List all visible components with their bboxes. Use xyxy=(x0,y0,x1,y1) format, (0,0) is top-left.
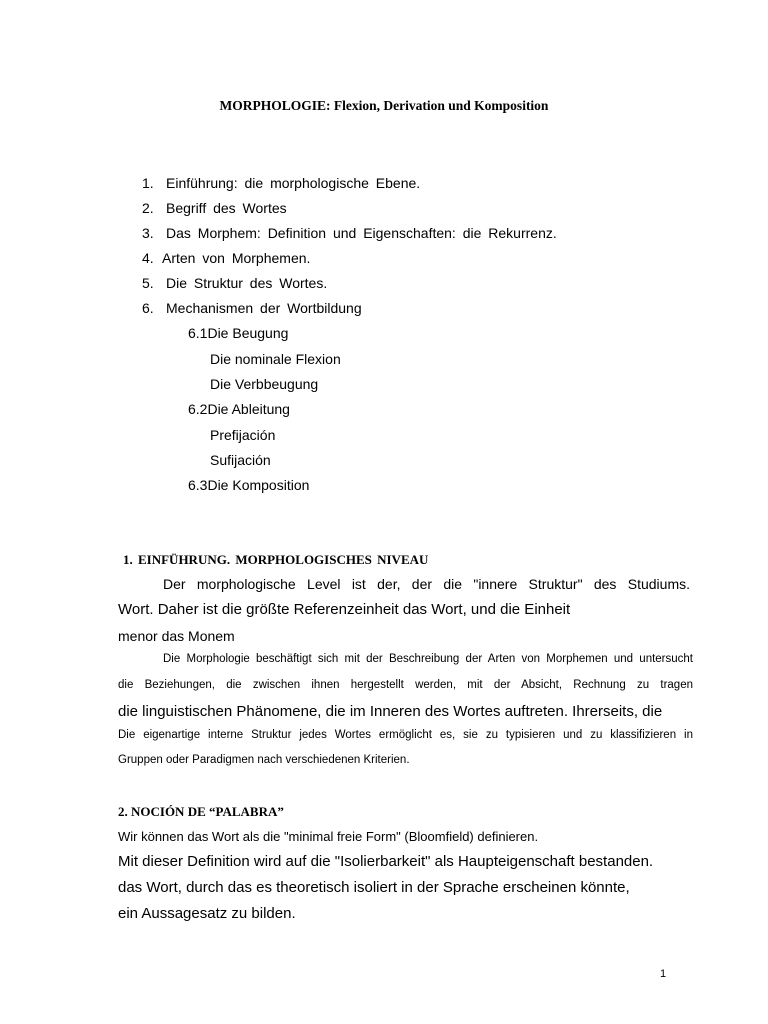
toc-sub-6-3: 6.3Die Komposition xyxy=(188,477,310,493)
toc-label: Das Morphem: Definition und Eigenschaften: die Rekurrenz. xyxy=(166,225,557,241)
page-title: MORPHOLOGIE: Flexion, Derivation und Komposition xyxy=(219,98,549,113)
section-1-heading: 1. EINFÜHRUNG. MORPHOLOGISCHES NIVEAU xyxy=(123,552,429,567)
paragraph-line: die linguistischen Phänomene, die im Inneren des Wortes auftreten. Ihrerseits, die xyxy=(118,703,663,720)
paragraph-line: Die eigenartige interne Struktur jedes Wortes ermöglicht es, sie zu typisieren und zu klassifizieren in xyxy=(118,729,693,741)
toc-label: Die Struktur des Wortes. xyxy=(166,275,328,291)
toc-sub-6-1-b: Die Verbbeugung xyxy=(210,376,319,392)
paragraph-line: menor das Monem xyxy=(118,628,235,644)
toc-item-3 xyxy=(142,225,557,241)
paragraph-line: Gruppen oder Paradigmen nach verschiedenen Kriterien. xyxy=(118,754,410,766)
toc-sub-6-1: 6.1Die Beugung xyxy=(188,325,289,341)
toc-item-5 xyxy=(142,275,327,291)
toc-label: Einführung: die morphologische Ebene. xyxy=(166,175,421,191)
toc-number: 3. xyxy=(142,225,154,241)
toc-item-4 xyxy=(142,250,310,266)
toc-item-1 xyxy=(142,175,420,191)
toc-number: 5. xyxy=(142,275,154,291)
toc-label: Mechanismen der Wortbildung xyxy=(166,300,362,316)
paragraph-line: Die Morphologie beschäftigt sich mit der Beschreibung der Arten von Morphemen und untersucht xyxy=(163,653,693,665)
toc-number: 2. xyxy=(142,200,154,216)
toc-item-6 xyxy=(142,300,362,316)
toc-number: 4. xyxy=(142,250,154,266)
toc-sub-6-2-a: Prefijación xyxy=(210,427,276,443)
toc-label: Arten von Morphemen. xyxy=(162,250,311,266)
paragraph-line: die Beziehungen, die zwischen ihnen hergestellt werden, mit der Absicht, Rechnung zu tragen xyxy=(118,679,693,691)
paragraph-line: ein Aussagesatz zu bilden. xyxy=(118,905,296,922)
page-number: 1 xyxy=(660,968,667,980)
toc-label: Begriff des Wortes xyxy=(166,200,287,216)
paragraph-line: das Wort, durch das es theoretisch isoliert in der Sprache erscheinen könnte, xyxy=(118,879,630,896)
section-2-heading: 2. NOCIÓN DE “PALABRA” xyxy=(118,804,284,819)
toc-sub-6-1-a: Die nominale Flexion xyxy=(210,351,341,367)
toc-number: 6. xyxy=(142,300,154,316)
toc-sub-6-2-b: Sufijación xyxy=(210,452,271,468)
toc-sub-6-2: 6.2Die Ableitung xyxy=(188,401,290,417)
toc-number: 1. xyxy=(142,175,154,191)
paragraph-line: Mit dieser Definition wird auf die "Isolierbarkeit" als Haupteigenschaft bestanden. xyxy=(118,853,654,870)
paragraph-line: Der morphologische Level ist der, der die "innere Struktur" des Studiums. xyxy=(163,576,690,592)
paragraph-line: Wort. Daher ist die größte Referenzeinheit das Wort, und die Einheit xyxy=(118,601,571,618)
toc-item-2 xyxy=(142,200,287,216)
paragraph-line: Wir können das Wort als die "minimal freie Form" (Bloomfield) definieren. xyxy=(118,829,539,844)
